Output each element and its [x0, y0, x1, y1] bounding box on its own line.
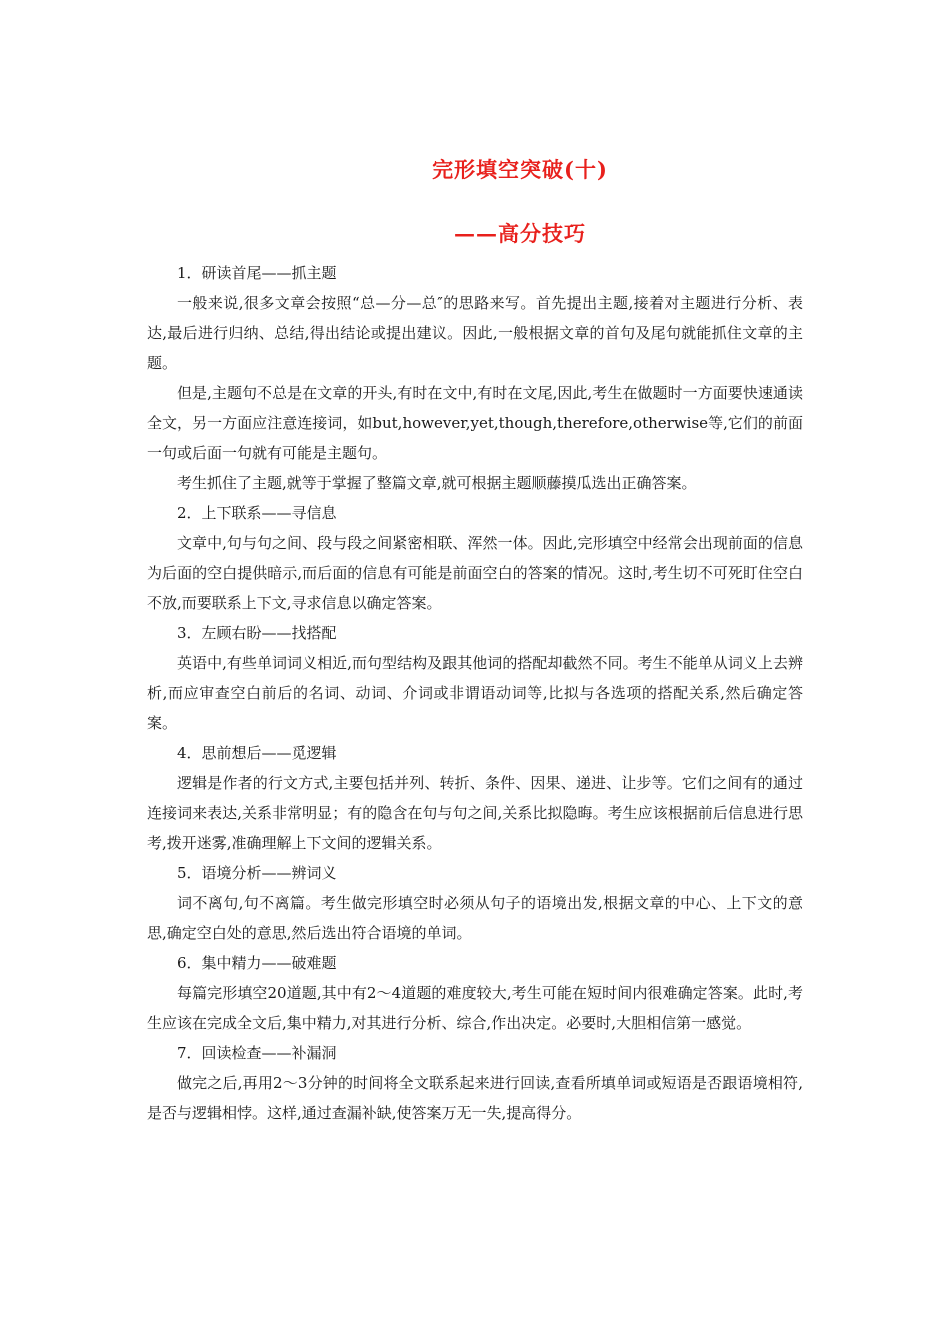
paragraph: 逻辑是作者的行文方式,主要包括并列、转折、条件、因果、递进、让步等。它们之间有的通过连接词来表达,关系非常明显；有的隐含在句与句之间,关系比拟隐晦。考生应该根据前后信息进行思考,拨开迷雾,准确理解上下文间的逻辑关系。 — [147, 774, 803, 852]
section-heading-4: 4．思前想后——觅逻辑 — [177, 744, 337, 762]
paragraph: 英语中,有些单词词义相近,而句型结构及跟其他词的搭配却截然不同。考生不能单从词义上去辨析,而应审查空白前后的名词、动词、介词或非谓语动词等,比拟与各选项的搭配关系,然后确定答案。 — [147, 654, 803, 732]
section-heading-5: 5．语境分析——辨词义 — [177, 864, 337, 882]
document-body — [147, 258, 803, 1128]
paragraph: 词不离句,句不离篇。考生做完形填空时必须从句子的语境出发,根据文章的中心、上下文的意思,确定空白处的意思,然后选出符合语境的单词。 — [147, 894, 803, 942]
paragraph: 做完之后,再用2～3分钟的时间将全文联系起来进行回读,查看所填单词或短语是否跟语境相符,是否与逻辑相悖。这样,通过查漏补缺,使答案万无一失,提高得分。 — [147, 1074, 803, 1122]
paragraph: 每篇完形填空20道题,其中有2～4道题的难度较大,考生可能在短时间内很难确定答案。此时,考生应该在完成全文后,集中精力,对其进行分析、综合,作出决定。必要时,大胆相信第一感觉。 — [147, 984, 803, 1032]
paragraph: 考生抓住了主题,就等于掌握了整篇文章,就可根据主题顺藤摸瓜选出正确答案。 — [177, 474, 697, 492]
paragraph: 但是,主题句不总是在文章的开头,有时在文中,有时在文尾,因此,考生在做题时一方面要快速通读全文，另一方面应注意连接词，如but,however,yet,though,therefore,otherwise等,它们的前面一句或后面一句就有可能是主题句。 — [147, 384, 803, 462]
section-heading-3: 3．左顾右盼——找搭配 — [177, 624, 337, 642]
document-subtitle: ——高分技巧 — [454, 221, 586, 246]
section-heading-1: 1．研读首尾——抓主题 — [177, 264, 337, 282]
paragraph: 文章中,句与句之间、段与段之间紧密相联、浑然一体。因此,完形填空中经常会出现前面的信息为后面的空白提供暗示,而后面的信息有可能是前面空白的答案的情况。这时,考生切不可死盯住空白不放,而要联系上下文,寻求信息以确定答案。 — [147, 534, 803, 612]
paragraph: 一般来说,很多文章会按照“总—分—总″的思路来写。首先提出主题,接着对主题进行分析、表达,最后进行归纳、总结,得出结论或提出建议。因此,一般根据文章的首句及尾句就能抓住文章的主题。 — [147, 294, 803, 372]
section-heading-6: 6．集中精力——破难题 — [177, 954, 337, 972]
document-title: 完形填空突破(十) — [432, 157, 608, 182]
section-heading-2: 2．上下联系——寻信息 — [177, 504, 337, 522]
section-heading-7: 7．回读检查——补漏洞 — [177, 1044, 337, 1062]
